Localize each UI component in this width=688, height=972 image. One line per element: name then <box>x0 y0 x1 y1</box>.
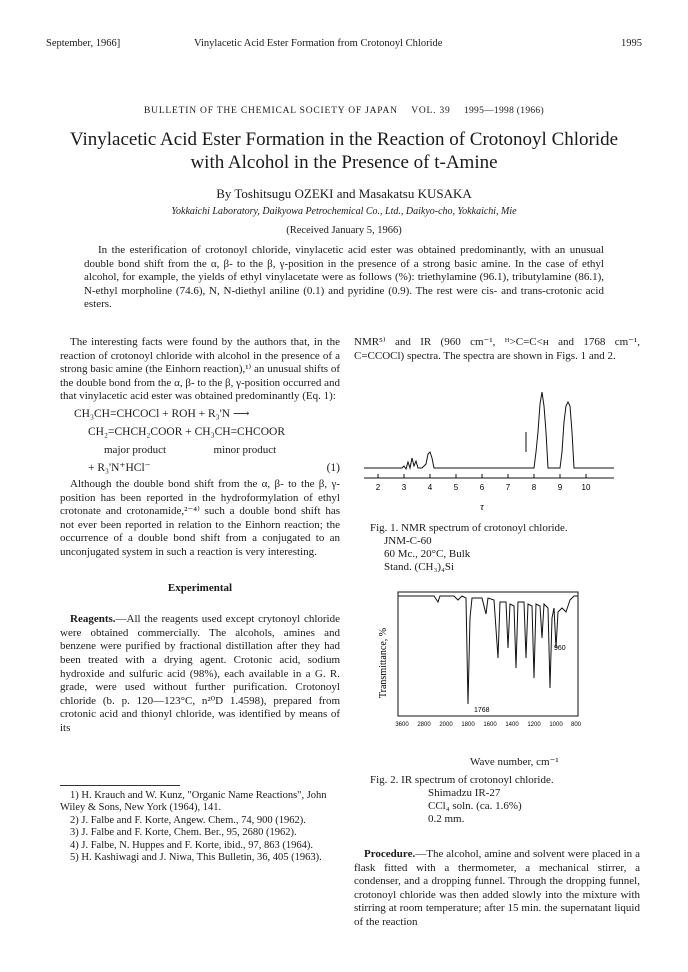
ir-spectrum-figure <box>374 588 634 738</box>
fig1-detail-2: 60 Mc., 20°C, Bulk <box>384 548 471 560</box>
equation-products <box>60 442 340 460</box>
abstract-text: In the esterification of crotonoyl chloride, vinylacetic acid ester was obtained predominantly, with an unusual double bond shift from the α, β- to the β, γ-position in the presence of a strong basic amine. In the case of ethyl alcohol, for example, the yields of ethyl vinylacetate were as follows (%): triethylamine (96.1), tributylamine (86.1), N-ethyl morpholine (74.6), N, N-diethyl aniline (0.1) and pyridine (0.9). The rest were cis- and trans-crotonic acid esters. <box>84 244 604 311</box>
paragraph-2: Although the double bond shift from the α, β- to the β, γ-position has been reported in the hydroformylation of ethyl crotonate and crotonamide,²⁻⁴⁾ such a double bond shift has not ever been reported in relation to the Einhorn reaction; the occurrence of a double bond shift from a conjugated to an unconjugated system in such a reaction is very interesting. <box>60 477 340 558</box>
nmr-tick-label: 3 <box>401 483 407 492</box>
equation-line-3 <box>60 460 340 478</box>
reference-4: 4) J. Falbe, N. Huppes and F. Korte, ibid., 97, 863 (1964). <box>70 839 313 851</box>
authors: By Toshitsugu OZEKI and Masakatsu KUSAKA <box>216 186 472 201</box>
ir-tick-label: 1400 <box>505 722 519 728</box>
fig1-detail-3: Stand. (CH₃)₄Si <box>384 561 455 573</box>
abstract <box>84 244 604 312</box>
ir-xlabel: Wave number, cm⁻¹ <box>470 756 559 768</box>
equation-1 <box>60 406 340 478</box>
nmr-tick-label: 7 <box>505 483 511 492</box>
ir-tick-label: 2000 <box>439 722 453 728</box>
major-product-label: major product <box>104 443 167 456</box>
received-date: (Received January 5, 1966) <box>286 225 402 236</box>
ir-tick-label: 1200 <box>527 722 541 728</box>
intro-paragraph: The interesting facts were found by the authors that, in the reaction of crotonoyl chloride with alcohol in the presence of a strong basic amine (the Einhorn reaction),¹⁾ an unusual shifts of the double bond from the α, β- to the β, γ-position occurred and that vinylacetic acid ester was obtained predominantly (Eq. 1): <box>60 336 340 403</box>
ir-peak-label-1768: 1768 <box>474 707 490 714</box>
spectra-intro: NMR⁵⁾ and IR (960 cm⁻¹, ᴴ>C=C<ʜ and 1768 cm⁻¹, C=CCOCl) spectra. The spectra are shown in Figs. 1 and 2. <box>354 336 640 362</box>
running-head-title: Vinylacetic Acid Ester Formation from Crotonoyl Chloride <box>194 38 443 49</box>
procedure-text: —The alcohol, amine and solvent were placed in a flask fitted with a thermometer, a mechanical stirrer, a condenser, and a dropping funnel. Through the dropping funnel, crotonoyl chloride was then added slowly into the mixture with stirring at room temperature; after 15 min. the supernatant liquid of the reaction <box>354 848 640 928</box>
fig1-caption-block <box>370 522 640 574</box>
ir-tick-label: 2800 <box>417 722 431 728</box>
fig1-caption: Fig. 1. NMR spectrum of crotonoyl chloride. <box>370 522 568 534</box>
right-column <box>354 336 640 363</box>
nmr-tick-label: 4 <box>427 483 433 492</box>
reagents-paragraph <box>60 613 340 735</box>
journal-name: BULLETIN OF THE CHEMICAL SOCIETY OF JAPAN <box>144 106 398 116</box>
nmr-tick-label: 10 <box>581 483 591 492</box>
nmr-tick-label: 2 <box>375 483 381 492</box>
footnote-rule <box>60 785 180 786</box>
ir-tick-label: 1600 <box>483 722 497 728</box>
minor-product-label: minor product <box>213 443 277 456</box>
fig2-caption-block <box>370 774 640 826</box>
fig2-detail-3: 0.2 mm. <box>428 813 465 825</box>
fig2-detail-2: CCl₄ soln. (ca. 1.6%) <box>428 800 522 812</box>
affiliation: Yokkaichi Laboratory, Daikyowa Petrochemical Co., Ltd., Daikyo-cho, Yokkaichi, Mie <box>171 206 517 217</box>
nmr-tick-label: 6 <box>479 483 485 492</box>
nmr-tick-label: 5 <box>453 483 459 492</box>
nmr-spectrum-figure <box>364 392 614 516</box>
ir-peak-label-960: 960 <box>554 645 566 652</box>
fig1-detail-1: JNM-C-60 <box>384 535 432 547</box>
journal-line <box>0 106 688 116</box>
procedure-label: Procedure. <box>364 848 416 860</box>
nmr-ticks <box>378 474 586 478</box>
fig2-caption: Fig. 2. IR spectrum of crotonoyl chloride. <box>370 774 554 786</box>
nmr-tick-label: 8 <box>531 483 537 492</box>
reagents-label: Reagents. <box>70 613 116 626</box>
title-line-1: Vinylacetic Acid Ester Formation in the Reaction of Crotonoyl Chloride <box>69 129 619 150</box>
ir-tick-label: 3600 <box>395 722 409 728</box>
nmr-trace <box>364 392 614 469</box>
ir-tick-label: 1800 <box>461 722 475 728</box>
journal-volume: VOL. 39 <box>411 106 451 116</box>
title-line-2: with Alcohol in the Presence of t-Amine <box>190 152 498 173</box>
nmr-axis-symbol: τ <box>480 502 484 513</box>
paper-title <box>40 128 648 174</box>
ir-tick-label: 1000 <box>549 722 563 728</box>
ir-tick-label: 800 <box>570 722 582 728</box>
equation-byproduct: + R₃'N⁺HCl⁻ <box>88 461 151 474</box>
reference-2: 2) J. Falbe and F. Korte, Angew. Chem., 74, 900 (1962). <box>70 814 306 826</box>
procedure-section <box>354 848 640 930</box>
ir-trace <box>398 596 578 704</box>
reference-1: 1) H. Krauch and W. Kunz, "Organic Name Reactions", John Wiley & Sons, New York (1964), 141. <box>60 790 327 814</box>
ir-ylabel: Transmittance, % <box>378 627 389 699</box>
reference-3: 3) J. Falbe and F. Korte, Chem. Ber., 95, 2680 (1962). <box>70 827 297 839</box>
equation-line-1: CH₃CH=CHCOCl + ROH + R₃'N ⟶ <box>74 407 250 420</box>
section-heading-experimental: Experimental <box>167 581 233 594</box>
equation-line-2: CH₂=CHCH₂COOR + CH₃CH=CHCOOR <box>88 425 285 438</box>
fig2-detail-1: Shimadzu IR-27 <box>428 787 501 799</box>
running-head-date: September, 1966] <box>46 38 121 49</box>
page-number: 1995 <box>621 38 642 49</box>
references <box>60 785 340 864</box>
reagents-text: —All the reagents used except crytonoyl chloride were obtained commercially. The alcohols, amines and benzene were purified by fractional distillation after they had been treated with a drying agent. Crotonic acid, sodium hydroxide and sulfuric acid (98%), each available in a G. R. grade, were used without further purification. Crotonoyl chloride (b. p. 120—123°C, n²⁰D 1.4598), prepared from crotonic acid and thionyl chloride, was identified by means of its <box>60 613 340 734</box>
journal-pages: 1995—1998 (1966) <box>463 106 544 116</box>
equation-number: (1) <box>326 461 340 474</box>
left-column <box>60 336 340 735</box>
procedure-paragraph <box>354 848 640 930</box>
reference-5: 5) H. Kashiwagi and J. Niwa, This Bulletin, 36, 405 (1963). <box>70 852 322 864</box>
nmr-tick-label: 9 <box>557 483 563 492</box>
running-head <box>46 38 642 52</box>
